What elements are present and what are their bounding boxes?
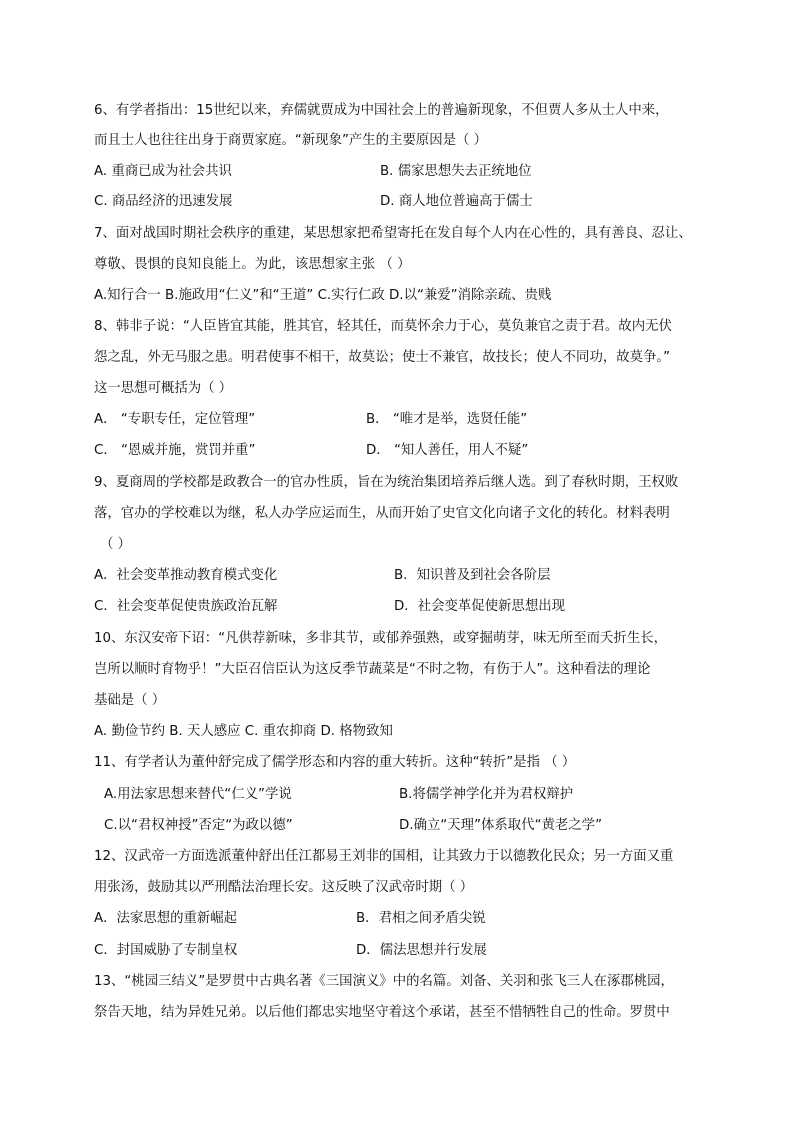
question-11-option-d: D.确立“天理”体系取代“黄老之学” (399, 818, 603, 833)
question-8-option-a: A． “专职专任，定位管理” (94, 412, 256, 427)
question-13-line-1: 13、“桃园三结义”是罗贯中古典名著《三国演义》中的名篇。刘备、关羽和张飞三人在涿郡桃园， (94, 974, 674, 989)
question-7-line-2: 尊敬、畏惧的良知良能上。为此，该思想家主张 （ ） (94, 257, 411, 272)
question-7-options: A.知行合一 B.施政用“仁义”和“王道” C.实行仁政 D.以“兼爱”消除亲疏、贵贱 (94, 288, 552, 303)
question-8-line-3: 这一思想可概括为（ ） (94, 381, 233, 396)
question-13-line-2: 祭告天地，结为异姓兄弟。以后他们都忠实地坚守着这个承诺，甚至不惜牺牲自己的性命。罗贯中 (94, 1005, 670, 1020)
question-6-option-c: C. 商品经济的迅速发展 (94, 194, 233, 209)
question-10-options: A. 勤俭节约 B. 天人感应 C. 重农抑商 D. 格物致知 (94, 724, 393, 739)
question-11-option-c: C.以“君权神授”否定“为政以德” (104, 818, 293, 833)
question-12-option-a: A．法家思想的重新崛起 (94, 911, 238, 926)
question-8-option-d: D． “知人善任，用人不疑” (366, 443, 529, 458)
question-12-option-c: C．封国威胁了专制皇权 (94, 943, 238, 958)
question-10-line-1: 10、东汉安帝下诏：“凡供荐新味，多非其节，或郁养强熟，或穿掘萌芽，味无所至而夭折生长， (94, 631, 667, 646)
question-6-option-d: D. 商人地位普遍高于儒士 (380, 194, 533, 209)
question-7-line-1: 7、面对战国时期社会秩序的重建，某思想家把希望寄托在发自每个人内在心性的，具有善良、忍让、 (94, 226, 692, 241)
question-8-line-2: 怨之乱，外无马服之患。明君使事不相干，故莫讼；使士不兼官，故技长；使人不同功，故莫争。” (94, 350, 671, 365)
question-12-line-2: 用张汤，鼓励其以严刑酷法治理长安。这反映了汉武帝时期（ ） (94, 880, 474, 895)
question-6-option-b: B. 儒家思想失去正统地位 (380, 164, 532, 179)
question-11-line-1: 11、有学者认为董仲舒完成了儒学形态和内容的重大转折。这种“转折”是指 （ ） (94, 755, 576, 770)
question-10-line-3: 基础是（ ） (94, 693, 166, 708)
question-9-line-3: （ ） (100, 537, 132, 552)
question-6-line-2: 而且士人也往往出身于商贾家庭。“新现象”产生的主要原因是（ ） (94, 133, 488, 148)
question-12-line-1: 12、汉武帝一方面选派董仲舒出任江都易王刘非的国相，让其致力于以德教化民众；另一方面又重 (94, 849, 674, 864)
question-8-line-1: 8、韩非子说：“人臣皆宜其能，胜其官，轻其任，而莫怀余力于心，莫负兼官之责于君。故内无伏 (94, 319, 672, 334)
question-8-option-b: B． “唯才是举，选贤任能” (366, 412, 528, 427)
question-6-option-a: A. 重商已成为社会共识 (94, 164, 232, 179)
question-9-line-1: 9、夏商周的学校都是政教合一的官办性质，旨在为统治集团培养后继人选。到了春秋时期，王权败 (94, 475, 679, 490)
question-8-option-c: C． “恩威并施，赏罚并重” (94, 443, 256, 458)
question-12-option-d: D．儒法思想并行发展 (356, 943, 487, 958)
question-9-option-b: B．知识普及到社会各阶层 (394, 568, 551, 583)
question-10-line-2: 岂所以顺时育物乎！”大臣召信臣认为这反季节蔬菜是“不时之物，有伤于人”。这种看法的理论 (94, 662, 651, 677)
question-9-option-a: A．社会变革推动教育模式变化 (94, 568, 278, 583)
question-11-option-a: A.用法家思想来替代“仁义”学说 (104, 787, 292, 802)
question-6-line-1: 6、有学者指出：15世纪以来，弃儒就贾成为中国社会上的普遍新现象，不但贾人多从士人中来， (94, 103, 669, 118)
question-9-option-d: D．社会变革促使新思想出现 (394, 599, 565, 614)
question-12-option-b: B．君相之间矛盾尖锐 (356, 911, 486, 926)
question-9-option-c: C．社会变革促使贵族政治瓦解 (94, 599, 278, 614)
question-11-option-b: B.将儒学神学化并为君权辩护 (399, 787, 574, 802)
question-9-line-2: 落，官办的学校难以为继，私人办学应运而生，从而开始了史官文化向诸子文化的转化。材料表明 (94, 506, 670, 521)
